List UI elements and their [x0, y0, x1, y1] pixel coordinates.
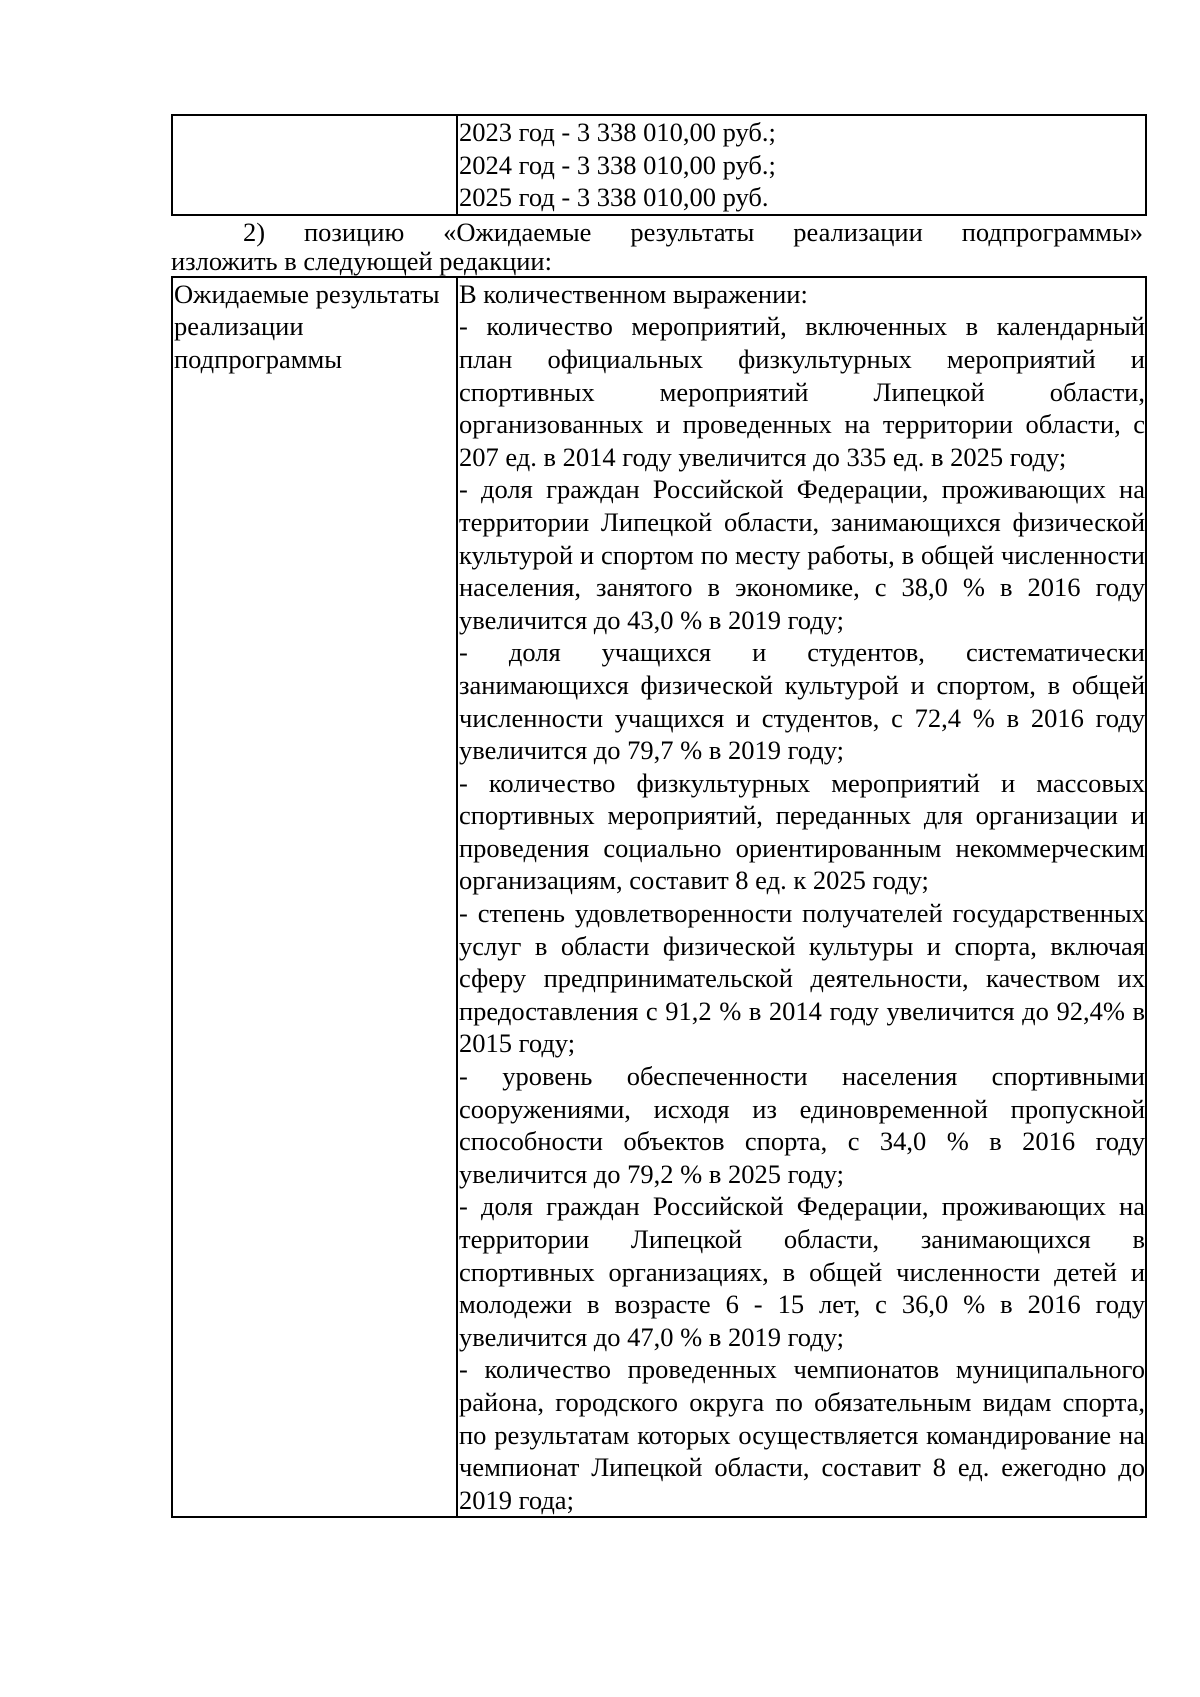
- funding-line-2024: 2024 год - 3 338 010,00 руб.;: [459, 149, 776, 180]
- results-row: [172, 277, 1146, 1518]
- funding-right-cell: [457, 115, 1146, 215]
- results-item: - количество физкультурных мероприятий и массовых спортивных мероприятий, переданных для организации и проведения социально ориентированным некоммерческим организациям, составит 8 ед. к 2025 году;: [459, 767, 1145, 896]
- results-item: - количество мероприятий, включенных в календарный план официальных физкультурных мероприятий и спортивных мероприятий Липецкой области, организованных и проведенных на территории области, с 207 ед. в 2014 году увеличится до 335 ед. в 2025 году;: [459, 311, 1145, 472]
- results-item: - доля учащихся и студентов, систематически занимающихся физической культурой и спортом, в общей численности учащихся и студентов, с 72,4 % в 2016 году увеличится до 79,7 % в 2019 году;: [459, 637, 1145, 766]
- results-intro: В количественном выражении:: [459, 278, 808, 309]
- funding-line-2025: 2025 год - 3 338 010,00 руб.: [459, 182, 769, 213]
- results-item: - уровень обеспеченности населения спортивными сооружениями, исходя из единовременной пропускной способности объектов спорта, с 34,0 % в 2016 году увеличится до 79,2 % в 2025 году;: [459, 1061, 1145, 1189]
- results-item: - степень удовлетворенности получателей государственных услуг в области физической культуры и спорта, включая сферу предпринимательской деятельности, качеством их предоставления с 91,2 % в 2014 году увеличится до 92,4% в 2015 году;: [459, 898, 1145, 1059]
- funding-line-2023: 2023 год - 3 338 010,00 руб.;: [459, 117, 776, 147]
- funding-left-cell: [172, 115, 457, 215]
- amendment-paragraph-line1: 2) позицию «Ожидаемые результаты реализации подпрограммы»: [243, 216, 1143, 247]
- amendment-paragraph-line2: изложить в следующей редакции:: [171, 245, 552, 276]
- results-content-cell: [457, 277, 1146, 1518]
- results-item: - количество проведенных чемпионатов муниципального района, городского округа по обязательным видам спорта, по результатам которых осуществляется командирование на чемпионат Липецкой области, составит 8 ед. ежегодно до 2019 года;: [459, 1354, 1145, 1515]
- funding-row: [172, 115, 1146, 215]
- amendment-paragraph: [171, 218, 1143, 276]
- results-item: - доля граждан Российской Федерации, проживающих на территории Липецкой области, занимающихся физической культурой и спортом по месту работы, в общей численности населения, занятого в экономике, с 38,0 % в 2016 году увеличится до 43,0 % в 2019 году;: [459, 474, 1145, 635]
- results-item: - доля граждан Российской Федерации, проживающих на территории Липецкой области, занимающихся в спортивных организациях, в общей численности детей и молодежи в возрасте 6 - 15 лет, с 36,0 % в 2016 году увеличится до 47,0 % в 2019 году;: [459, 1191, 1145, 1352]
- funding-table: [171, 114, 1147, 216]
- results-table: [171, 276, 1147, 1519]
- results-label-cell: Ожидаемые результаты реализации подпрограммы: [172, 277, 457, 1518]
- document-page: [171, 114, 1143, 1518]
